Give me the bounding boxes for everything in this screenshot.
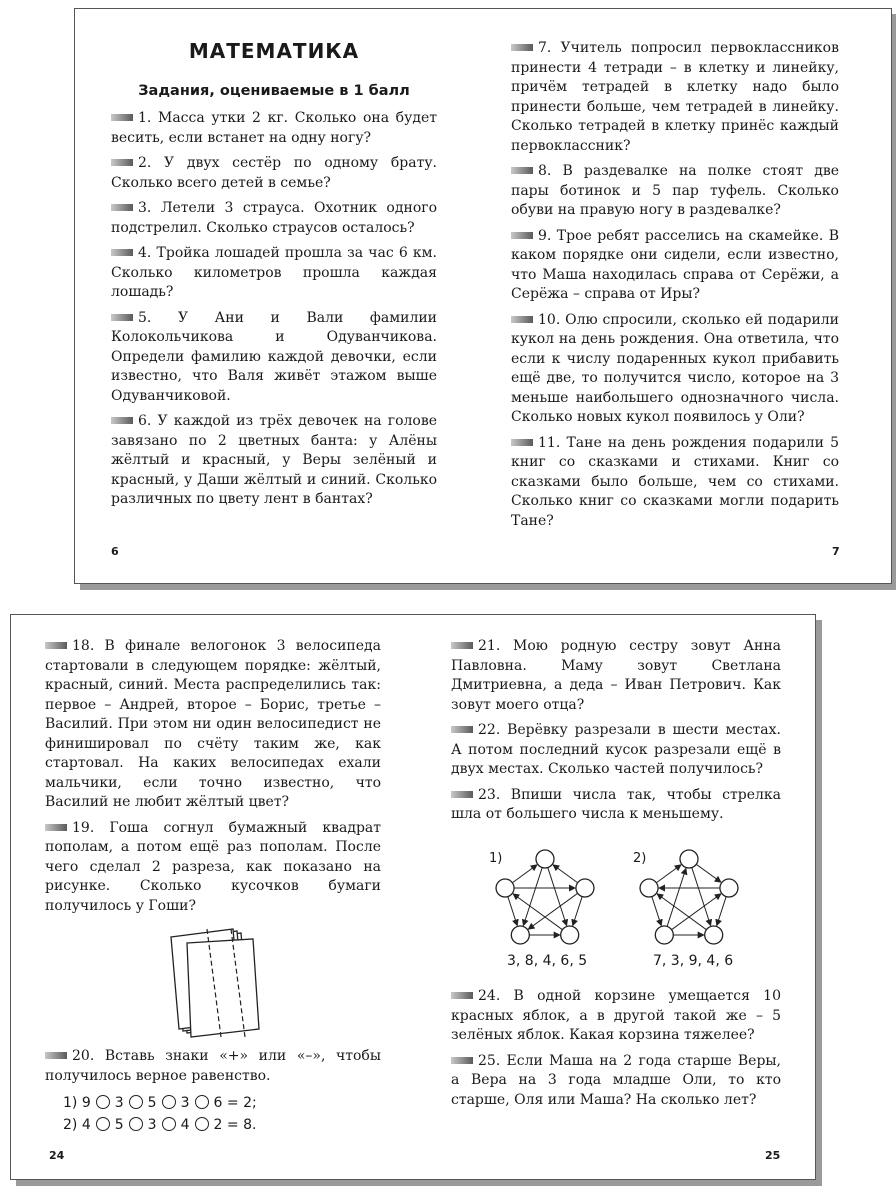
task-marker-icon — [111, 114, 133, 121]
graph-arrow — [508, 897, 517, 926]
page-number-left: 24 — [49, 1149, 65, 1162]
task-list-left — [45, 637, 381, 916]
graph-node-circle[interactable] — [705, 926, 723, 944]
task-text: Тройка лошадей прошла за час 6 км. Сколько километров прошла каждая лошадь? — [111, 245, 437, 300]
task-number: 18. — [72, 638, 95, 654]
task-list-right — [451, 637, 781, 825]
task-text: У двух сестёр по одному брату. Сколько всего детей в семье? — [111, 155, 438, 191]
task-item — [451, 637, 781, 715]
task-marker-icon — [111, 314, 133, 321]
task-number: 6. — [138, 413, 152, 429]
page-title: МАТЕМАТИКА — [188, 39, 360, 63]
task-item — [511, 162, 839, 221]
task-marker-icon — [451, 791, 473, 798]
task-item — [45, 1047, 381, 1086]
empty-sign-circle[interactable] — [195, 1117, 209, 1131]
task-item — [511, 311, 839, 428]
graph-arrow — [523, 868, 542, 926]
task-number: 7. — [538, 40, 552, 56]
task-text: Гоша согнул бумажный квадрат пополам, а потом ещё раз пополам. После чего сделал 2 разреза, как показано на рисунке. Сколько кусочков бумаги получилось у Гоши? — [45, 819, 381, 914]
graph-arrow — [513, 894, 562, 930]
equation-number: 3 — [180, 1095, 190, 1111]
graph-1-numbers: 3, 8, 4, 6, 5 — [507, 953, 588, 969]
task-marker-icon — [451, 642, 473, 649]
graph-arrow — [656, 865, 681, 883]
task-number: 1. — [138, 110, 152, 126]
graph-arrow — [692, 868, 711, 926]
task-item — [511, 39, 839, 156]
graph-node-circle[interactable] — [536, 850, 554, 868]
task-text: Масса утки 2 кг. Сколько она будет весить, если встанет на одну ногу? — [111, 110, 437, 146]
empty-sign-circle[interactable] — [162, 1095, 176, 1109]
task-marker-icon — [511, 232, 533, 239]
bottom-spread — [10, 614, 816, 1180]
empty-sign-circle[interactable] — [96, 1117, 110, 1131]
graph-node-circle[interactable] — [561, 926, 579, 944]
empty-sign-circle[interactable] — [129, 1095, 143, 1109]
task-text: Мою родную сестру зовут Анна Павловна. Маму зовут Светлана Дмитриевна, а деда – Иван Петрович. Как зовут моего отца? — [451, 638, 781, 713]
task-item — [511, 227, 839, 305]
task-marker-icon — [511, 316, 533, 323]
graph-node-circle[interactable] — [655, 926, 673, 944]
task-text: В раздевалке на полке стоят две пары ботинок и 5 пар туфель. Сколько обуви на правую ногу в раздевалке? — [511, 163, 840, 218]
graph-2-label: 2) — [633, 851, 647, 866]
task-text: Учитель попросил первоклассников принести 4 тетради – в клетку и линейку, причём тетрадей в клетку надо было принести больше, чем тетрадей в линейку. Сколько тетрадей в клетку принёс каждый первоклассник? — [511, 40, 839, 154]
empty-sign-circle[interactable] — [195, 1095, 209, 1109]
graph-1-diagram — [495, 849, 595, 949]
graph-1-label: 1) — [489, 851, 503, 866]
graph-node-circle[interactable] — [640, 879, 658, 897]
graph-2-diagram — [639, 849, 739, 949]
equation-result: = 8. — [226, 1117, 257, 1133]
task-item — [111, 244, 437, 303]
graph-2-numbers: 7, 3, 9, 4, 6 — [653, 953, 734, 969]
task-number: 9. — [538, 227, 552, 244]
task-marker-icon — [45, 1052, 67, 1059]
page-25-column — [451, 637, 781, 831]
graph-arrow — [573, 897, 582, 926]
task-marker-icon — [111, 249, 133, 256]
task-marker-icon — [111, 159, 133, 166]
task-item — [45, 819, 381, 917]
graph-arrow — [553, 865, 578, 883]
task-text: Летели 3 страуса. Охотник одного подстрелил. Сколько страусов осталось? — [111, 200, 438, 236]
task-text: У каждой из трёх девочек на голове завязано по 2 цветных банта: у Алёны жёлтый и красный, у Веры зелёный и красный, у Даши жёлтый и синий. Сколько различных по цвету лент в бантах? — [111, 413, 437, 507]
task-text: Вставь знаки «+» или «–», чтобы получилось верное равенство. — [45, 1048, 381, 1084]
empty-sign-circle[interactable] — [96, 1095, 110, 1109]
task-item — [451, 721, 781, 780]
task-marker-icon — [451, 992, 473, 999]
paper-front — [187, 939, 259, 1037]
task-marker-icon — [511, 439, 533, 446]
folded-paper-figure — [169, 927, 265, 1039]
equation-row — [63, 1114, 381, 1136]
empty-sign-circle[interactable] — [129, 1117, 143, 1131]
task-item — [451, 1052, 781, 1111]
section-subtitle: Задания, оцениваемые в 1 балл — [138, 83, 410, 99]
equation-number: 4 — [81, 1117, 91, 1133]
task-number: 4. — [138, 245, 152, 261]
equation-number: 3 — [147, 1117, 157, 1133]
task-text: Трое ребят расселись на скамейке. В каком порядке они сидели, если известно, что Маша находилась справа от Серёжи, а Серёжа – справа от Иры? — [511, 227, 839, 302]
task-item — [111, 412, 437, 510]
graph-arrow — [528, 893, 577, 929]
task-item — [45, 637, 381, 813]
page-6-column — [111, 39, 437, 516]
empty-sign-circle[interactable] — [162, 1117, 176, 1131]
task-list-right — [511, 39, 839, 531]
task-number: 8. — [538, 163, 552, 179]
task-marker-icon — [511, 44, 533, 51]
task-number: 23. — [478, 786, 501, 803]
equation-row — [63, 1092, 381, 1114]
task-marker-icon — [451, 726, 473, 733]
task-text: Впиши числа так, чтобы стрелка шла от большего числа к меньшему. — [451, 786, 781, 822]
equation-number: 9 — [81, 1095, 91, 1111]
page-number-right: 7 — [832, 545, 840, 558]
task-text: Верёвку разрезали в шести местах. А потом последний кусок разрезали ещё в двух местах. Сколько частей получилось? — [451, 722, 781, 777]
task-marker-icon — [45, 642, 67, 649]
task-list-left — [111, 109, 437, 510]
top-spread — [74, 8, 892, 584]
task-item — [451, 786, 781, 825]
task-number: 19. — [72, 819, 95, 836]
page-7-column — [511, 39, 839, 537]
task-text: У Ани и Вали фамилии Колокольчикова и Одуванчикова. Определи фамилию каждой девочки, если известно, что Валя живёт этажом выше Одуванчиковой. — [111, 309, 437, 404]
graph-arrow — [672, 894, 721, 930]
task-number: 22. — [478, 722, 501, 738]
task-number: 2. — [138, 155, 152, 171]
task-20-block — [45, 1047, 381, 1136]
task-number: 25. — [478, 1052, 501, 1069]
graph-arrow — [657, 894, 706, 930]
task-number: 10. — [538, 311, 561, 328]
task-marker-icon — [111, 204, 133, 211]
task-number: 24. — [478, 988, 501, 1004]
graph-node-circle[interactable] — [720, 879, 738, 897]
task-item — [111, 109, 437, 148]
graph-arrow — [512, 865, 537, 883]
equation-number: 5 — [147, 1095, 157, 1111]
task-text: В одной корзине умещается 10 красных яблок, а в другой такой же – 5 зелёных яблок. Какая корзина тяжелее? — [451, 988, 782, 1043]
equation-number: 2 — [213, 1117, 223, 1133]
graph-node-circle[interactable] — [680, 850, 698, 868]
equation-number: 3 — [114, 1095, 124, 1111]
graph-arrow — [717, 897, 726, 926]
equation-label: 2) — [63, 1117, 78, 1133]
page-25-column-lower — [451, 987, 781, 1116]
task-item — [111, 199, 437, 238]
graph-arrow — [696, 864, 721, 882]
graph-arrow — [652, 897, 661, 926]
page-24-column — [45, 637, 381, 922]
equation-number: 5 — [114, 1117, 124, 1133]
task-number: 11. — [538, 434, 561, 451]
equation-label: 1) — [63, 1095, 78, 1111]
task-marker-icon — [45, 824, 67, 831]
task-number: 3. — [138, 200, 152, 216]
equation-number: 4 — [180, 1117, 190, 1133]
task-item — [111, 309, 437, 407]
task-item — [451, 987, 781, 1046]
task-text: Если Маша на 2 года старше Веры, а Вера на 3 года младше Оли, то кто старше, Оля или Маша? На сколько лет? — [451, 1052, 782, 1108]
graph-node-circle[interactable] — [511, 926, 529, 944]
page-number-right: 25 — [765, 1149, 781, 1162]
task-text: В финале велогонок 3 велосипеда стартовали в следующем порядке: жёлтый, красный, синий. Места распределились так: первое – Андрей, второе – Борис, третье – Василий. При этом ни один велосипедист не финишировал по счёту таким же, как стартовал. На каких велосипедах ехали мальчики, если точно известно, что Василий не любит жёлтый цвет? — [45, 638, 381, 810]
task-item — [511, 434, 839, 532]
graph-node-circle[interactable] — [496, 879, 514, 897]
task-text: Тане на день рождения подарили 5 книг со сказками и стихами. Книг со сказками было больше, чем со стихами. Сколько книг со сказками могли подарить Тане? — [511, 434, 839, 529]
equation-result: = 2; — [226, 1095, 257, 1111]
graph-node-circle[interactable] — [576, 879, 594, 897]
equation-number: 6 — [213, 1095, 223, 1111]
graph-arrow — [548, 868, 567, 926]
task-number: 5. — [138, 309, 152, 326]
task-marker-icon — [511, 167, 533, 174]
graph-arrow — [667, 869, 686, 927]
task-text: Олю спросили, сколько ей подарили кукол на день рождения. Она ответила, что если к числу подаренных кукол прибавить ещё две, то получится число, которое на 3 меньше наибольшего однозначного числа. Сколько новых кукол появилось у Оли? — [511, 311, 840, 425]
task-number: 21. — [478, 638, 501, 654]
task-marker-icon — [111, 417, 133, 424]
page-number-left: 6 — [111, 545, 119, 558]
task-number: 20. — [72, 1048, 95, 1064]
task-marker-icon — [451, 1057, 473, 1064]
task-item — [111, 154, 437, 193]
